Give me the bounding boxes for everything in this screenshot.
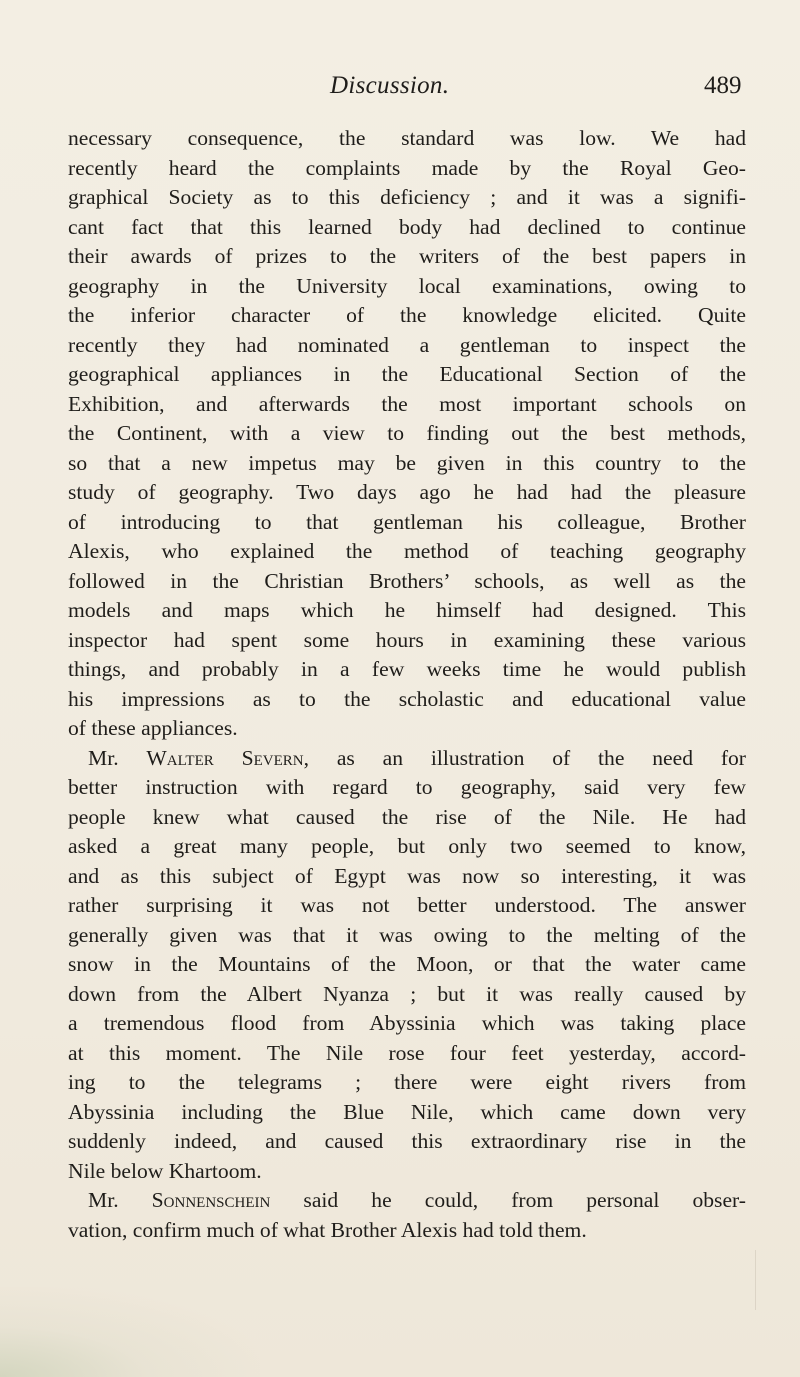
text-line xyxy=(68,744,746,774)
text-line: the Continent, with a view to finding out the best methods, xyxy=(68,421,746,445)
text-line: things, and probably in a few weeks time he would publish xyxy=(68,657,746,681)
text-line: study of geography. Two days ago he had had the pleasure xyxy=(68,480,746,504)
text-line: a tremendous flood from Abyssinia which was taking place xyxy=(68,1011,746,1035)
text-line: asked a great many people, but only two seemed to know, xyxy=(68,834,746,858)
paragraph xyxy=(68,1186,746,1245)
text-line: recently heard the complaints made by the Royal Geo- xyxy=(68,155,746,180)
text-line: generally given was that it was owing to the melting of the xyxy=(68,922,746,947)
text-line: Abyssinia including the Blue Nile, which came down very xyxy=(68,1099,746,1124)
line-remainder: , as an illustration of the need for xyxy=(303,745,747,770)
text-line: ing to the telegrams ; there were eight rivers from xyxy=(68,1070,746,1094)
text-line: and as this subject of Egypt was now so interesting, it was xyxy=(68,863,746,888)
speaker-name: Walter Severn xyxy=(146,745,304,770)
text-line: rather surprising it was not better understood. The answer xyxy=(68,893,746,917)
text-line: necessary consequence, the standard was low. We had xyxy=(68,126,746,150)
text-line xyxy=(68,1186,746,1216)
line-remainder: said he could, from personal obser- xyxy=(270,1188,746,1212)
paragraph xyxy=(68,124,746,744)
text-line: down from the Albert Nyanza ; but it was really caused by xyxy=(68,981,746,1006)
text-line: people knew what caused the rise of the Nile. He had xyxy=(68,804,746,829)
text-line: geographical appliances in the Educational Section of the xyxy=(68,362,746,386)
paper-crease xyxy=(755,1250,756,1310)
text-line: his impressions as to the scholastic and educational value xyxy=(68,686,746,711)
text-line: Exhibition, and afterwards the most important schools on xyxy=(68,391,746,416)
text-line: at this moment. The Nile rose four feet yesterday, accord- xyxy=(68,1040,746,1065)
text-line: recently they had nominated a gentleman to inspect the xyxy=(68,332,746,357)
text-line: Alexis, who explained the method of teaching geography xyxy=(68,539,746,563)
text-line: vation, confirm much of what Brother Alexis had told them. xyxy=(68,1217,587,1242)
text-line: cant fact that this learned body had declined to continue xyxy=(68,214,746,239)
text-line: suddenly indeed, and caused this extraordinary rise in the xyxy=(68,1129,746,1153)
text-line: of these appliances. xyxy=(68,716,238,740)
text-line: models and maps which he himself had designed. This xyxy=(68,598,746,622)
text-line: their awards of prizes to the writers of the best papers in xyxy=(68,244,746,268)
text-line: snow in the Mountains of the Moon, or that the water came xyxy=(68,952,746,976)
page-edge-shading xyxy=(0,1287,260,1377)
text-line: graphical Society as to this deficiency ; and it was a signifi- xyxy=(68,185,746,209)
page-number: 489 xyxy=(704,72,742,99)
paragraph xyxy=(68,744,746,1187)
running-title: Discussion. xyxy=(330,72,450,99)
text-line: inspector had spent some hours in examining these various xyxy=(68,627,746,652)
text-line: Nile below Khartoom. xyxy=(68,1158,262,1183)
text-line: followed in the Christian Brothers’ schools, as well as the xyxy=(68,568,746,593)
page-header xyxy=(0,72,800,102)
text-line: so that a new impetus may be given in this country to the xyxy=(68,450,746,475)
text-line: geography in the University local examinations, owing to xyxy=(68,273,746,298)
body-text xyxy=(68,124,746,1245)
text-line: the inferior character of the knowledge elicited. Quite xyxy=(68,303,746,327)
speaker-prefix: Mr. xyxy=(88,745,147,770)
text-line: of introducing to that gentleman his colleague, Brother xyxy=(68,509,746,534)
speaker-name: Sonnenschein xyxy=(151,1188,271,1212)
speaker-prefix: Mr. xyxy=(88,1188,152,1212)
text-line: better instruction with regard to geography, said very few xyxy=(68,775,746,799)
